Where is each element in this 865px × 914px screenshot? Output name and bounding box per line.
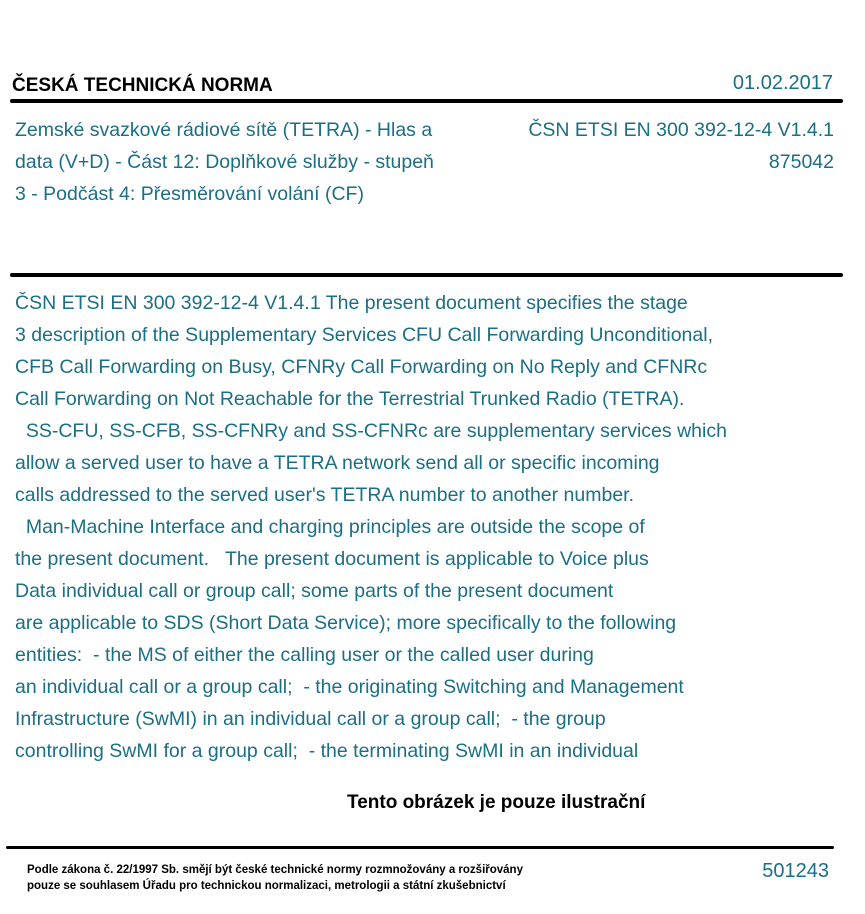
abstract-line: controlling SwMI for a group call; - the terminating SwMI in an individual [15,740,639,762]
abstract-line: the present document. The present document is applicable to Voice plus [15,548,649,570]
header-divider [10,99,843,103]
illustration-notice: Tento obrázek je pouze ilustrační [347,792,646,813]
abstract-line: calls addressed to the served user's TETRA number to another number. [15,484,635,506]
standard-code: ČSN ETSI EN 300 392-12-4 V1.4.1 [528,119,834,141]
abstract-line: allow a served user to have a TETRA network send all or specific incoming [15,452,660,474]
document-heading: ČESKÁ TECHNICKÁ NORMA [12,75,273,96]
abstract-line: entities: - the MS of either the calling user or the called user during [15,644,594,666]
standard-title-line: Zemské svazkové rádiové sítě (TETRA) - Hlas a [15,119,433,141]
legal-notice-line: pouze se souhlasem Úřadu pro technickou normalizaci, metrologii a státní zkušebnictví [27,880,506,892]
abstract-line: 3 description of the Supplementary Services CFU Call Forwarding Unconditional, [15,324,713,346]
document-id: 501243 [762,860,829,882]
standard-title-line: 3 - Podčást 4: Přesměrování volání (CF) [15,183,364,205]
standard-title-line: data (V+D) - Část 12: Doplňkové služby - stupeň [15,151,434,173]
abstract-line: an individual call or a group call; - the originating Switching and Management [15,676,684,698]
section-divider [10,273,843,277]
abstract-line: SS-CFU, SS-CFB, SS-CFNRy and SS-CFNRc are supplementary services which [15,420,727,442]
abstract-text [15,287,855,767]
abstract-line: ČSN ETSI EN 300 392-12-4 V1.4.1 The present document specifies the stage [15,292,688,314]
standard-identifier [528,114,834,178]
legal-notice [27,862,523,894]
standard-title [15,114,485,210]
abstract-line: CFB Call Forwarding on Busy, CFNRy Call Forwarding on No Reply and CFNRc [15,356,708,378]
abstract-line: Data individual call or group call; some parts of the present document [15,580,614,602]
abstract-line: Call Forwarding on Not Reachable for the Terrestrial Trunked Radio (TETRA). [15,388,685,410]
publication-date: 01.02.2017 [732,72,833,94]
catalog-number: 875042 [768,151,834,173]
legal-notice-line: Podle zákona č. 22/1997 Sb. smějí být české technické normy rozmnožovány a rozšiřovány [27,864,523,876]
footer-divider [6,846,834,849]
abstract-line: Man-Machine Interface and charging principles are outside the scope of [15,516,645,538]
abstract-line: are applicable to SDS (Short Data Service); more specifically to the following [15,612,677,634]
abstract-line: Infrastructure (SwMI) in an individual call or a group call; - the group [15,708,606,730]
